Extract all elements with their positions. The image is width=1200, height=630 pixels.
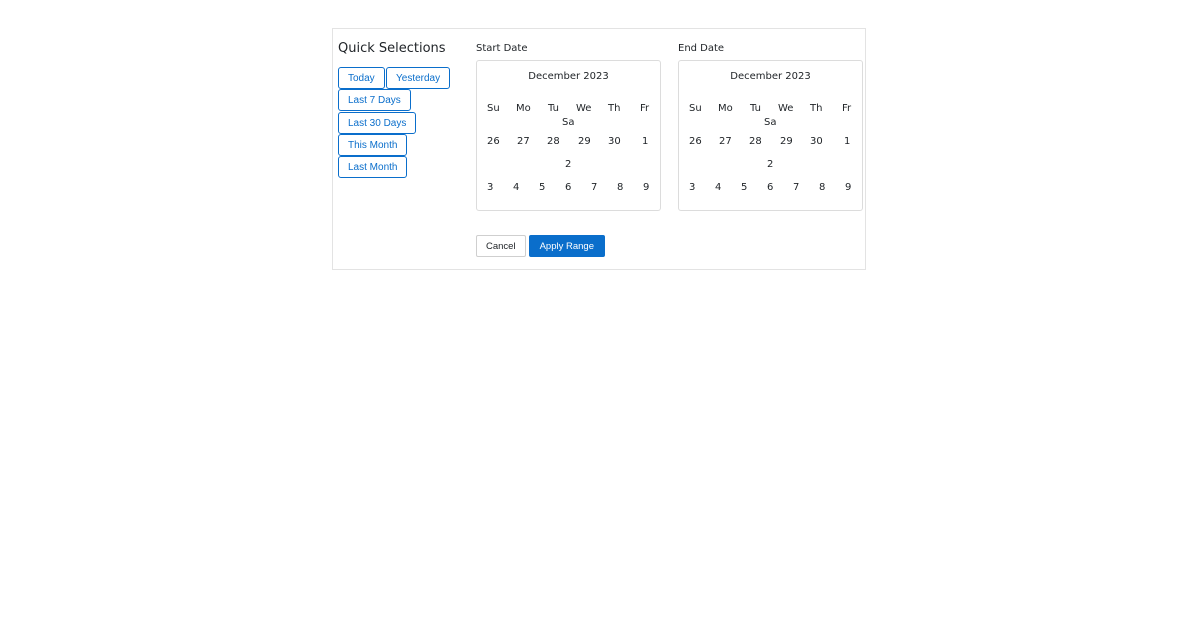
quick-today-button[interactable]: Today: [338, 67, 385, 89]
day-cell[interactable]: 2: [767, 159, 774, 170]
start-date-label: Start Date: [476, 43, 528, 54]
day-cell[interactable]: 6: [767, 182, 774, 193]
day-cell[interactable]: 29: [780, 136, 793, 147]
day-cell[interactable]: 30: [810, 136, 823, 147]
weekday-fr: Fr: [842, 103, 852, 114]
end-calendar-month: December 2023: [730, 71, 811, 82]
apply-range-button[interactable]: Apply Range: [529, 235, 605, 257]
cancel-button[interactable]: Cancel: [476, 235, 526, 257]
weekday-we: We: [778, 103, 794, 114]
day-cell[interactable]: 9: [845, 182, 852, 193]
day-cell[interactable]: 5: [741, 182, 748, 193]
day-cell[interactable]: 27: [517, 136, 530, 147]
end-date-label: End Date: [678, 43, 725, 54]
quick-this-month-button[interactable]: This Month: [338, 134, 407, 156]
weekday-th: Th: [608, 103, 621, 114]
day-cell[interactable]: 30: [608, 136, 621, 147]
day-cell[interactable]: 26: [689, 136, 702, 147]
day-cell[interactable]: 3: [689, 182, 696, 193]
start-date-section: [476, 43, 661, 211]
weekday-fr: Fr: [640, 103, 650, 114]
day-cell[interactable]: 2: [565, 159, 572, 170]
quick-last-7-days-button[interactable]: Last 7 Days: [338, 89, 411, 111]
day-cell[interactable]: 4: [513, 182, 520, 193]
day-cell[interactable]: 8: [819, 182, 826, 193]
quick-yesterday-button[interactable]: Yesterday: [386, 67, 450, 89]
day-cell[interactable]: 6: [565, 182, 572, 193]
day-cell[interactable]: 1: [642, 136, 649, 147]
weekday-su: Su: [487, 103, 500, 114]
weekday-mo: Mo: [718, 103, 733, 114]
day-cell[interactable]: 9: [643, 182, 650, 193]
day-cell[interactable]: 27: [719, 136, 732, 147]
date-range-picker: [332, 28, 866, 270]
day-cell[interactable]: 7: [793, 182, 800, 193]
day-cell[interactable]: 1: [844, 136, 851, 147]
day-cell[interactable]: 7: [591, 182, 598, 193]
day-cell[interactable]: 4: [715, 182, 722, 193]
day-cell[interactable]: 28: [547, 136, 560, 147]
quick-last-month-button[interactable]: Last Month: [338, 156, 407, 178]
day-cell[interactable]: 8: [617, 182, 624, 193]
day-cell[interactable]: 29: [578, 136, 591, 147]
start-date-calendar: [476, 60, 661, 211]
weekday-mo: Mo: [516, 103, 531, 114]
day-cell[interactable]: 3: [487, 182, 494, 193]
weekday-su: Su: [689, 103, 702, 114]
weekday-th: Th: [810, 103, 823, 114]
weekday-tu: Tu: [750, 103, 761, 114]
quick-selections: [338, 41, 468, 187]
picker-actions: [476, 235, 605, 257]
day-cell[interactable]: 5: [539, 182, 546, 193]
weekday-sa: Sa: [562, 117, 575, 128]
weekday-sa: Sa: [764, 117, 777, 128]
quick-selections-title: Quick Selections: [338, 41, 446, 56]
day-cell[interactable]: 26: [487, 136, 500, 147]
end-date-calendar: [678, 60, 863, 211]
end-date-section: [678, 43, 863, 211]
weekday-tu: Tu: [548, 103, 559, 114]
day-cell[interactable]: 28: [749, 136, 762, 147]
weekday-we: We: [576, 103, 592, 114]
quick-last-30-days-button[interactable]: Last 30 Days: [338, 112, 416, 134]
start-calendar-month: December 2023: [528, 71, 609, 82]
